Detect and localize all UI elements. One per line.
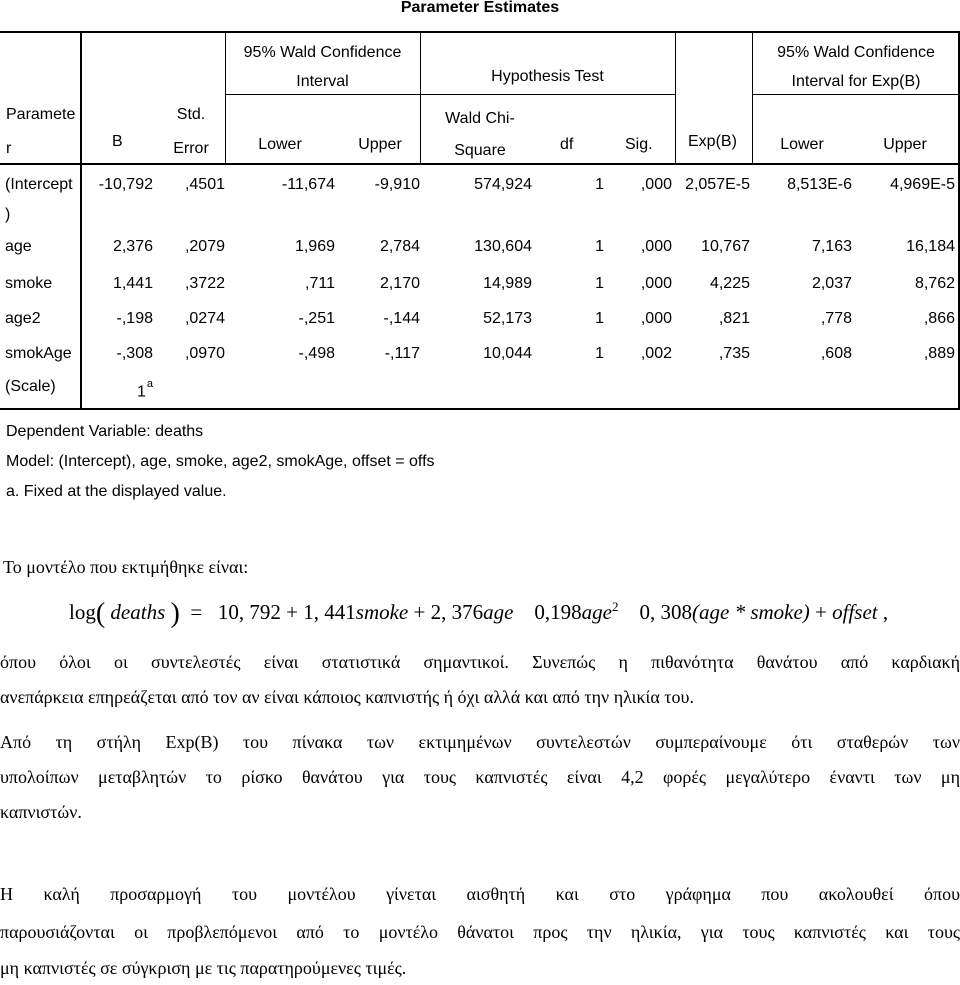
table-cell: ,866 bbox=[923, 310, 955, 327]
header-df: df bbox=[560, 136, 574, 153]
footnote-dependent-variable: Dependent Variable: deaths bbox=[6, 423, 204, 440]
row-parameter-label: smoke bbox=[5, 275, 53, 292]
table-cell: ,000 bbox=[640, 238, 672, 255]
table-cell: -9,910 bbox=[374, 176, 420, 193]
paragraph-line: υπολοίπων μεταβλητών το ρίσκο θανάτου για τους καπνιστές είναι 4,2 φορές μεγαλύτερο έναντι των μη bbox=[0, 767, 960, 787]
table-cell: 1 bbox=[595, 345, 604, 362]
model-equation: log( deaths ) = 10, 792 + 1, 441smoke + 2, 376age 0,198age$^2$ 0, 308(age * smoke) + offset , bbox=[69, 598, 889, 629]
header-wald-ci bbox=[225, 38, 420, 96]
header-wald-ci-line1: 95% Wald Confidence bbox=[243, 44, 402, 61]
paragraph-line: Από τη στήλη Exp(B) του πίνακα των εκτιμημένων συντελεστών συμπεραίνουμε ότι σταθερών των bbox=[0, 732, 960, 752]
paragraph-line: Η καλή προσαρμογή του μοντέλου γίνεται αισθητή και στο γράφημα που ακολουθεί όπου bbox=[0, 884, 960, 904]
table-cell: 1,441 bbox=[112, 275, 153, 292]
header-sig: Sig. bbox=[625, 136, 653, 153]
header-std-error-line2: Error bbox=[173, 140, 209, 157]
table-cell: -,144 bbox=[383, 310, 420, 327]
table-cell: ,000 bbox=[640, 176, 672, 193]
row-parameter-label: smokAge bbox=[5, 345, 72, 362]
table-cell: ,002 bbox=[640, 345, 672, 362]
column-divider bbox=[675, 31, 676, 165]
table-cell: ,735 bbox=[718, 345, 750, 362]
header-wald-ci-exp-line1: 95% Wald Confidence bbox=[777, 44, 935, 61]
table-cell: ,711 bbox=[305, 275, 335, 292]
table-cell: -11,674 bbox=[281, 176, 335, 193]
table-cell: 1,969 bbox=[294, 238, 335, 255]
table-cell: 2,170 bbox=[379, 275, 420, 292]
row-scale-value bbox=[137, 377, 153, 402]
table-cell: 10,044 bbox=[483, 345, 532, 362]
header-parameter-line2: r bbox=[6, 140, 12, 157]
table-cell: 16,184 bbox=[906, 238, 955, 255]
table-top-border bbox=[0, 31, 960, 33]
paragraph-line: ανεπάρκεια επηρεάζεται από τον αν είναι κάποιος καπνιστής ή όχι αλλά και από την ηλικία του. bbox=[0, 687, 694, 707]
scale-value: 1 bbox=[137, 383, 146, 401]
header-wald-ci-exp bbox=[752, 38, 960, 96]
eq-age: age bbox=[483, 600, 514, 624]
table-cell: ,3722 bbox=[184, 275, 225, 292]
header-std-error bbox=[155, 98, 227, 166]
table-cell: ,000 bbox=[640, 310, 672, 327]
paragraph-line: όπου όλοι οι συντελεστές είναι στατιστικά σημαντικοί. Συνεπώς η πιθανότητα θανάτου από καρδιακή bbox=[0, 652, 960, 672]
hypothesis-underline bbox=[420, 94, 675, 95]
table-cell: -,308 bbox=[116, 345, 153, 362]
header-upper: Upper bbox=[358, 136, 402, 153]
table-cell: 14,989 bbox=[483, 275, 532, 292]
header-exp-b: Exp(B) bbox=[688, 133, 737, 150]
eq-offset: offset bbox=[832, 600, 878, 624]
model-intro: Το μοντέλο που εκτιμήθηκε είναι: bbox=[3, 557, 249, 577]
table-title: Parameter Estimates bbox=[400, 0, 560, 16]
row-parameter-label: age2 bbox=[5, 310, 41, 327]
table-cell: ,2079 bbox=[184, 238, 225, 255]
row-parameter-label: (Intercept bbox=[5, 176, 73, 193]
eq-c1: 1, 441 bbox=[303, 600, 356, 624]
table-cell: -,198 bbox=[116, 310, 153, 327]
table-cell: 52,173 bbox=[483, 310, 532, 327]
row-scale-label: (Scale) bbox=[5, 378, 56, 395]
table-cell: 10,767 bbox=[701, 238, 750, 255]
row-parameter-label: ) bbox=[5, 206, 11, 223]
footnote-model: Model: (Intercept), age, smoke, age2, smokAge, offset = offs bbox=[6, 453, 435, 470]
table-cell: 8,762 bbox=[914, 275, 955, 292]
header-parameter-line1: Paramete bbox=[6, 106, 76, 123]
table-cell: 7,163 bbox=[811, 238, 852, 255]
table-cell: ,778 bbox=[820, 310, 852, 327]
table-cell: ,0274 bbox=[184, 310, 225, 327]
table-cell: 574,924 bbox=[474, 176, 532, 193]
eq-c4: 0, 308 bbox=[639, 600, 692, 624]
header-b: B bbox=[112, 133, 123, 150]
header-wald-chi-square bbox=[425, 103, 535, 167]
paragraph-line: παρουσιάζονται οι προβλεπόμενοι από το μοντέλο θάνατοι προς την ηλικία, για τους καπνιστές και τους bbox=[0, 922, 960, 942]
table-cell: -10,792 bbox=[98, 176, 153, 193]
header-lower: Lower bbox=[258, 136, 302, 153]
table-cell: -,498 bbox=[298, 345, 335, 362]
table-cell: 2,057E-5 bbox=[685, 176, 750, 193]
footnote-fixed-value: a. Fixed at the displayed value. bbox=[6, 483, 227, 500]
table-cell: 4,225 bbox=[709, 275, 750, 292]
header-wald-ci-line2: Interval bbox=[296, 73, 349, 90]
eq-deaths: deaths bbox=[110, 600, 166, 624]
table-cell: 4,969E-5 bbox=[890, 176, 955, 193]
paragraph-line: καπνιστών. bbox=[0, 802, 82, 822]
table-cell: ,4501 bbox=[184, 176, 225, 193]
table-cell: 2,376 bbox=[112, 238, 153, 255]
header-parameter bbox=[6, 98, 75, 166]
table-cell: ,821 bbox=[718, 310, 750, 327]
table-cell: ,0970 bbox=[184, 345, 225, 362]
eq-log: log bbox=[69, 600, 96, 624]
eq-c0: 10, 792 bbox=[217, 600, 281, 624]
eq-c3: 0,198 bbox=[534, 600, 582, 624]
table-cell: 1 bbox=[595, 310, 604, 327]
header-lower-exp: Lower bbox=[780, 136, 824, 153]
paragraph-line: μη καπνιστές σε σύγκριση με τις παρατηρούμενες τιμές. bbox=[0, 958, 407, 978]
header-wald-chi-line2: Square bbox=[454, 142, 506, 159]
row-parameter-label: age bbox=[5, 238, 32, 255]
eq-c2: 2, 376 bbox=[430, 600, 484, 624]
scale-footnote-mark: a bbox=[146, 378, 154, 390]
eq-age2: age bbox=[581, 600, 612, 624]
eq-square: 2 bbox=[612, 599, 619, 614]
header-wald-ci-exp-line2: Interval for Exp(B) bbox=[791, 73, 921, 90]
header-wald-chi-line1: Wald Chi- bbox=[445, 110, 515, 127]
header-hypothesis-test: Hypothesis Test bbox=[491, 68, 604, 85]
table-cell: 130,604 bbox=[474, 238, 532, 255]
table-cell: 1 bbox=[595, 238, 604, 255]
table-bottom-border bbox=[0, 408, 960, 410]
table-cell: 2,784 bbox=[379, 238, 420, 255]
eq-interaction: (age * smoke) bbox=[692, 600, 810, 624]
eq-smoke: smoke bbox=[355, 600, 409, 624]
table-cell: 1 bbox=[595, 275, 604, 292]
table-cell: ,889 bbox=[923, 345, 955, 362]
table-cell: -,117 bbox=[384, 345, 420, 362]
table-cell: 1 bbox=[595, 176, 604, 193]
table-cell: ,608 bbox=[820, 345, 852, 362]
table-cell: 8,513E-6 bbox=[787, 176, 852, 193]
header-std-error-line1: Std. bbox=[176, 106, 206, 123]
table-cell: 2,037 bbox=[811, 275, 852, 292]
table-cell: ,000 bbox=[640, 275, 672, 292]
header-upper-exp: Upper bbox=[883, 136, 927, 153]
table-cell: -,251 bbox=[298, 310, 335, 327]
